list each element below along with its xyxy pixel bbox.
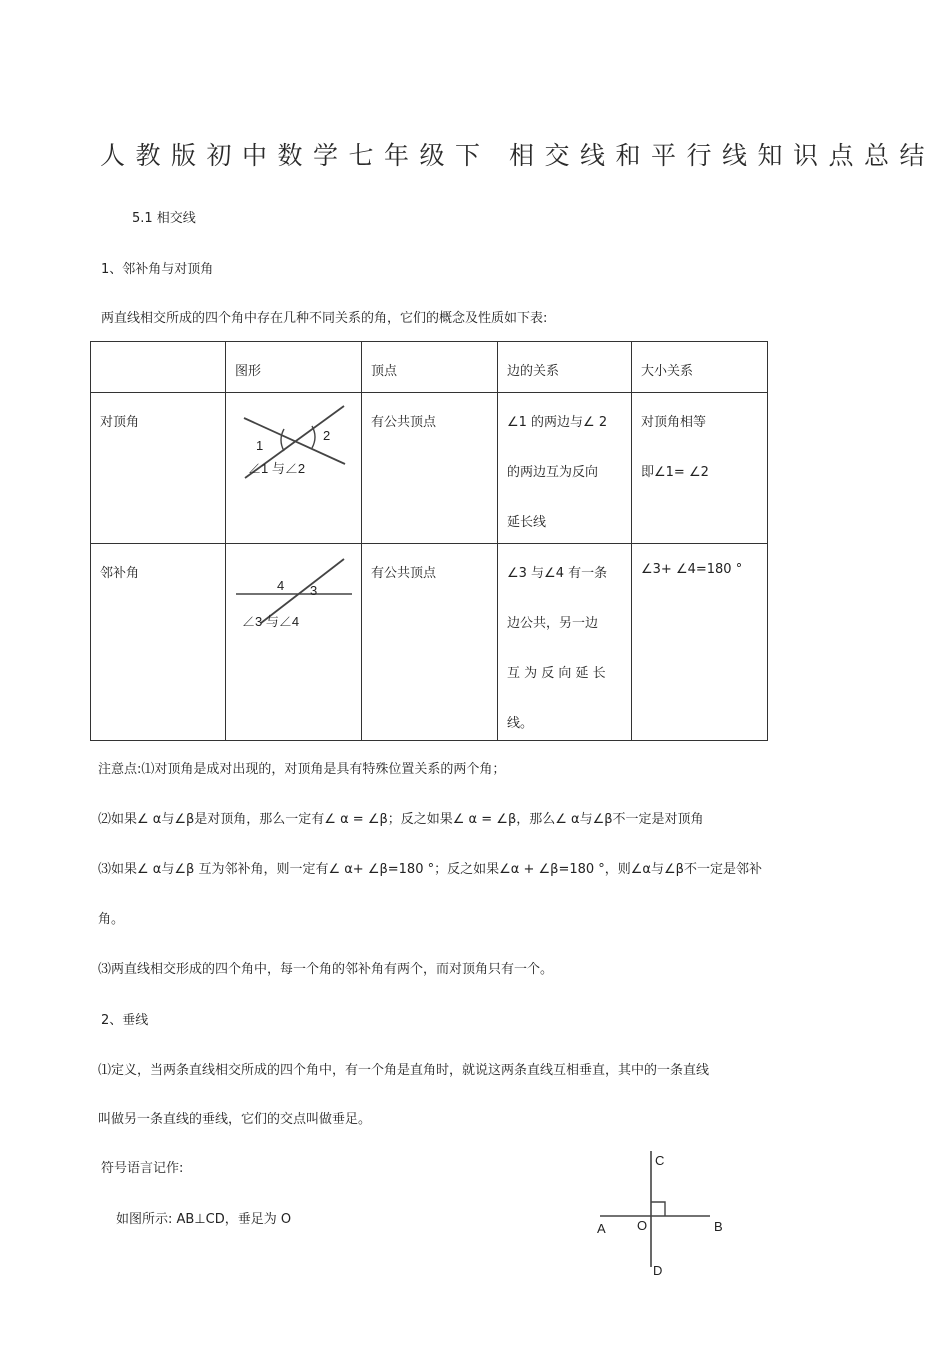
angle-label-4: 4 — [277, 578, 285, 593]
point-label-o: O — [637, 1218, 648, 1233]
point-label-d: D — [653, 1263, 663, 1278]
figure-adjacent-angles — [226, 544, 362, 741]
point-label-c: C — [655, 1153, 665, 1168]
figure-caption: ∠1 与∠2 — [248, 461, 306, 476]
definition-line: 叫做另一条直线的垂线，它们的交点叫做垂足。 — [98, 1112, 372, 1127]
table-header-row — [91, 342, 768, 393]
header-cell-empty — [91, 342, 226, 393]
note-line: ⑶两直线相交形成的四个角中，每一个角的邻补角有两个，而对顶角只有一个。 — [98, 962, 554, 977]
angle-comparison-table — [90, 341, 768, 741]
size-relation-cell: ∠3+ ∠4=180 ° — [632, 544, 768, 741]
intro-paragraph: 两直线相交所成的四个角中存在几种不同关系的角，它们的概念及性质如下表: — [101, 311, 548, 326]
note-line: 角。 — [98, 912, 125, 927]
note-line: ⑶如果∠ α与∠β 互为邻补角，则一定有∠ α+ ∠β=180 °；反之如果∠α + ∠β=180 °，则∠α与∠β不一定是邻补 — [98, 862, 762, 877]
size-relation-cell: 对顶角相等 即∠1= ∠2 — [632, 393, 768, 544]
vertex-cell: 有公共顶点 — [362, 544, 498, 741]
adjacent-angles-diagram — [226, 544, 361, 740]
figure-vertical-angles — [226, 393, 362, 544]
section-heading: 5.1 相交线 — [132, 211, 196, 226]
note-line: 注意点:⑴对顶角是成对出现的，对顶角是具有特殊位置关系的两个角； — [98, 762, 506, 777]
row-name-adjacent-angles: 邻补角 — [91, 544, 226, 741]
figure-caption: ∠3 与∠4 — [242, 614, 300, 629]
heading-adjacent-vertical-angles: 1、邻补角与对顶角 — [101, 262, 214, 277]
point-label-b: B — [714, 1219, 723, 1234]
header-cell-vertex: 顶点 — [362, 342, 498, 393]
symbol-label: 符号语言记作: — [101, 1161, 184, 1176]
angle-label-1: 1 — [256, 438, 264, 453]
vertical-angles-diagram — [226, 393, 361, 543]
angle-label-3: 3 — [310, 583, 318, 598]
header-cell-size: 大小关系 — [632, 342, 768, 393]
row-name-vertical-angles: 对顶角 — [91, 393, 226, 544]
perpendicular-diagram — [580, 1145, 740, 1285]
perpendicular-example: 如图所示: AB⊥CD，垂足为 O — [116, 1212, 292, 1227]
point-label-a: A — [597, 1221, 606, 1236]
header-cell-figure: 图形 — [226, 342, 362, 393]
angle-label-2: 2 — [323, 428, 331, 443]
page-title: 人教版初中数学七年级下 相交线和平行线知识点总结 — [100, 141, 935, 170]
note-line: ⑵如果∠ α与∠β是对顶角，那么一定有∠ α = ∠β；反之如果∠ α = ∠β，那么∠ α与∠β不一定是对顶角 — [98, 812, 704, 827]
heading-perpendicular: 2、垂线 — [101, 1013, 149, 1028]
edge-relation-cell: ∠3 与∠4 有一条 边公共，另一边 互 为 反 向 延 长 线。 — [498, 544, 632, 741]
header-cell-edge: 边的关系 — [498, 342, 632, 393]
edge-relation-cell: ∠1 的两边与∠ 2 的两边互为反向 延长线 — [498, 393, 632, 544]
table-row — [91, 544, 768, 741]
definition-line: ⑴定义，当两条直线相交所成的四个角中，有一个角是直角时，就说这两条直线互相垂直，其中的一条直线 — [98, 1063, 710, 1078]
table-row — [91, 393, 768, 544]
vertex-cell: 有公共顶点 — [362, 393, 498, 544]
